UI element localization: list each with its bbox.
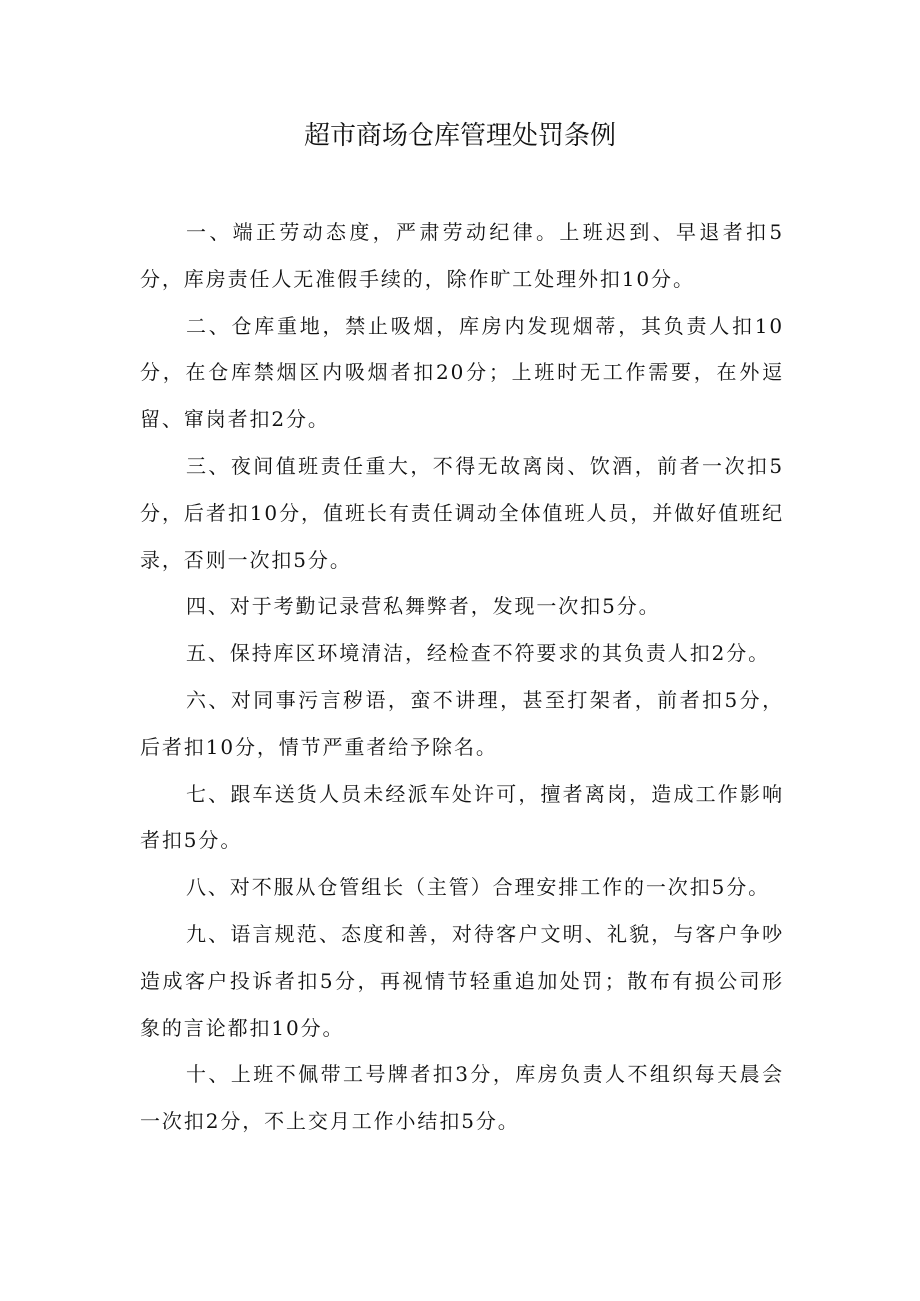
clause-7: 七、跟车送货人员未经派车处许可，擅者离岗，造成工作影响者扣5分。 <box>140 781 784 853</box>
document-body <box>140 209 784 1145</box>
clause-1: 一、端正劳动态度，严肃劳动纪律。上班迟到、早退者扣5分，库房责任人无准假手续的，除作旷工处理外扣10分。 <box>140 220 784 291</box>
clause-5: 五、保持库区环境清洁，经检查不符要求的其负责人扣2分。 <box>186 641 771 666</box>
clause-4: 四、对于考勤记录营私舞弊者，发现一次扣5分。 <box>186 594 661 619</box>
clause-8: 八、对不服从仓管组长（主管）合理安排工作的一次扣5分。 <box>186 875 771 900</box>
clause-10: 十、上班不佩带工号牌者扣3分，库房负责人不组织每天晨会一次扣2分，不上交月工作小结扣5分。 <box>140 1062 784 1134</box>
clause-6: 六、对同事污言秽语，蛮不讲理，甚至打架者，前者扣5分，后者扣10分，情节严重者给予除名。 <box>140 687 784 759</box>
document-title: 超市商场仓库管理处罚条例 <box>303 121 616 151</box>
clause-2: 二、仓库重地，禁止吸烟，库房内发现烟蒂，其负责人扣10分，在仓库禁烟区内吸烟者扣20分；上班时无工作需要，在外逗留、窜岗者扣2分。 <box>140 313 784 432</box>
clause-3: 三、夜间值班责任重大，不得无故离岗、饮酒，前者一次扣5分，后者扣10分，值班长有责任调动全体值班人员，并做好值班纪录，否则一次扣5分。 <box>140 453 784 572</box>
clause-9: 九、语言规范、态度和善，对待客户文明、礼貌，与客户争吵造成客户投诉者扣5分，再视情节轻重追加处罚；散布有损公司形象的言论都扣10分。 <box>140 921 784 1040</box>
